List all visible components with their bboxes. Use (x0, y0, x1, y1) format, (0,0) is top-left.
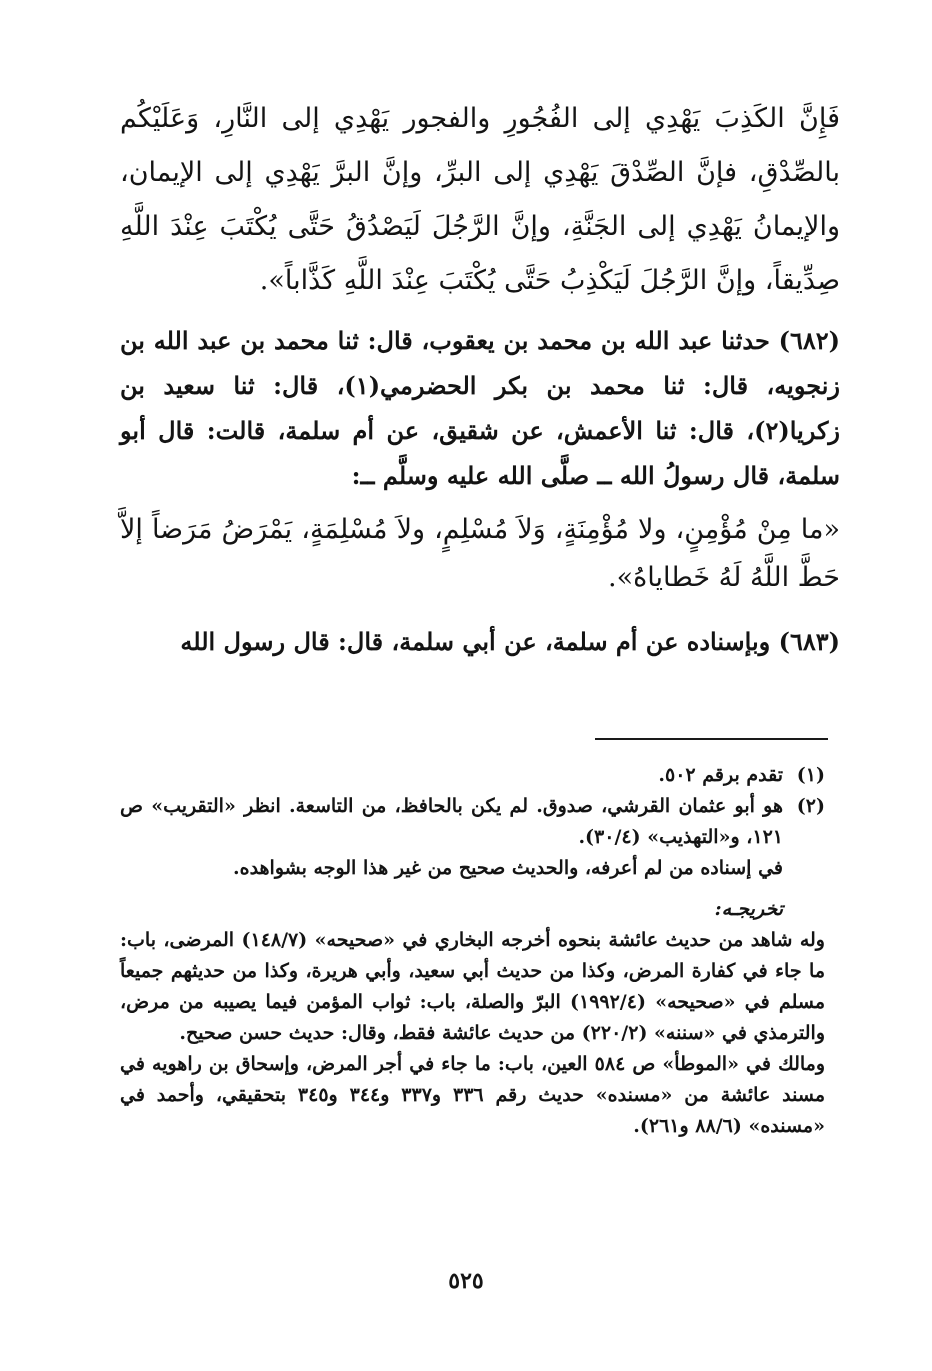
hadith-text-continuation: فَإِنَّ الكَذِبَ يَهْدِي إلى الفُجُورِ والفجور يَهْدِي إلى النَّارِ، وَعَلَيْكُم بالصِّدْقِ، فإنَّ الصِّدْقَ يَهْدِي إلى البرِّ، وإنَّ البرَّ يَهْدِي إلى الإيمان، والإيمانُ يَهْدِي إلى الجَنَّةِ، وإنَّ الرَّجُلَ لَيَصْدُقُ حَتَّى يُكْتَبَ عِنْدَ اللَّهِ صِدِّيقاً، وإنَّ الرَّجُلَ لَيَكْذِبُ حَتَّى يُكْتَبَ عِنْدَ اللَّهِ كَذَّاباً». (120, 103, 840, 296)
hadith-683-isnad: (٦٨٣) وبإسناده عن أم سلمة، عن أبي سلمة، قال: قال رسول الله (180, 627, 840, 656)
footnote-1-text: تقدم برقم ٥٠٢. (658, 764, 783, 786)
footnote-1 (120, 760, 825, 791)
footnote-2 (120, 791, 825, 853)
hadith-682-matn: «ما مِنْ مُؤْمِنٍ، ولا مُؤْمِنَةٍ، وَلاَ مُسْلِمٍ، ولاَ مُسْلِمَةٍ، يَمْرَضُ مَرَضاً إلاَّ حَطَّ اللَّهُ لَهُ خَطاياهُ». (120, 514, 840, 593)
takhrij-heading: تخريجـه: (714, 898, 783, 920)
takhrij-paragraph-1: وله شاهد من حديث عائشة بنحوه أخرجه البخاري في «صحيحه» (١٤٨/٧) المرضى، باب: ما جاء في كفارة المرض، وكذا من حديث أبي سعيد، وأبي هريرة، وكذا من حديثهم جميعاً مسلم في «صحيحه» (١٩٩٢/٤) البرّ والصلة، باب: ثواب المؤمن فيما يصيبه من مرض، والترمذي في «سننه» (٢٢٠/٢) من حديث عائشة فقط، وقال: حديث حسن صحيح. (120, 929, 825, 1044)
footnote-2-text: هو أبو عثمان القرشي، صدوق. لم يكن بالحافظ، من التاسعة. انظر «التقريب» ص ١٢١، و«التهذيب» (٣٠/٤). (120, 795, 783, 848)
takhrij-paragraph-2: ومالك في «الموطأ» ص ٥٨٤ العين، باب: ما جاء في أجر المرض، وإسحاق بن راهويه في مسند عائشة من «مسنده» حديث رقم ٣٣٦ و٣٣٧ و٣٤٤ و٣٤٥ بتحقيقي، وأحمد في «مسنده» (٨٨/٦ و٢٦١). (120, 1053, 826, 1137)
footnote-2-continuation: في إسناده من لم أعرفه، والحديث صحيح من غير هذا الوجه بشواهده. (233, 857, 783, 879)
footnote-1-number: (١) (796, 764, 825, 786)
page-number: ٥٢٥ (448, 1268, 484, 1294)
footnotes (120, 760, 825, 1142)
footnote-2-number: (٢) (796, 795, 825, 817)
hadith-682-isnad: (٦٨٢) حدثنا عبد الله بن محمد بن يعقوب، قال: ثنا محمد بن عبد الله بن زنجويه، قال: ثنا محمد بن بكر الحضرمي(١)، قال: ثنا سعيد بن زكريا(٢)، قال: ثنا الأعمش، عن شقيق، عن أم سلمة، قالت: قال أبو سلمة، قال رسولُ الله ــ صلَّى الله عليه وسلَّم ــ: (120, 326, 841, 490)
footnote-separator (595, 738, 828, 740)
